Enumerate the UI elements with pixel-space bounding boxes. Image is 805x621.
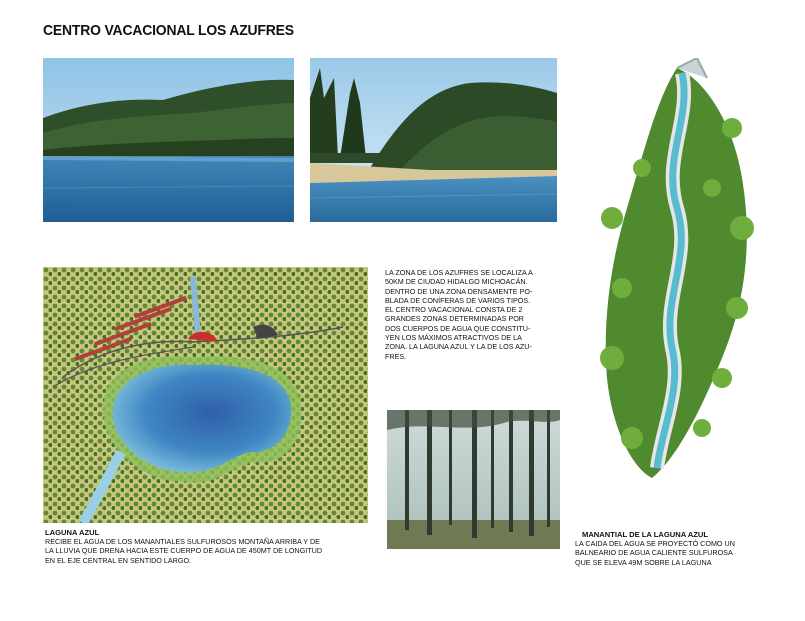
laguna-line: LA LLUVIA QUE DRENA HACIA ESTE CUERPO DE AGUA DE 450MT DE LONGITUD bbox=[45, 546, 323, 556]
laguna-paragraph bbox=[45, 537, 368, 565]
intro-paragraph bbox=[385, 268, 560, 361]
manantial-line: LA CAIDA DEL AGUA SE PROYECTÓ COMO UN bbox=[575, 539, 735, 548]
lake-shore-photo bbox=[310, 58, 557, 222]
intro-line: LA ZONA DE LOS AZUFRES SE LOCALIZA A bbox=[385, 268, 533, 277]
spring-stream-plan bbox=[582, 58, 770, 484]
intro-line: ZONA. LA LAGUNA AZUL Y LA DE LOS AZU- bbox=[385, 342, 532, 352]
laguna-line: RECIBE EL AGUA DE LOS MANANTIALES SULFUROSOS MONTAÑA ARRIBA Y DE bbox=[45, 537, 320, 546]
intro-line: DENTRO DE UNA ZONA DENSAMENTE PO- bbox=[385, 286, 533, 296]
intro-line: FRES. bbox=[385, 351, 407, 361]
intro-line: YEN LOS MÁXIMOS ATRACTIVOS DE LA bbox=[385, 333, 522, 343]
laguna-line: EN EL EJE CENTRAL EN SENTIDO LARGO. bbox=[45, 555, 192, 565]
manantial-heading: MANANTIAL DE LA LAGUNA AZUL bbox=[582, 530, 708, 539]
intro-line: BLADA DE CONÍFERAS DE VARIOS TIPOS. bbox=[385, 295, 531, 305]
intro-line: DOS CUERPOS DE AGUA QUE CONSTITU- bbox=[385, 323, 531, 333]
lake-forest-photo bbox=[43, 58, 294, 222]
manantial-line: BALNEARIO DE AGUA CALIENTE SULFUROSA bbox=[575, 548, 733, 558]
manantial-paragraph bbox=[575, 539, 767, 567]
intro-line: EL CENTRO VACACIONAL CONSTA DE 2 bbox=[385, 305, 523, 315]
intro-line: 50KM DE CIUDAD HIDALGO MICHOACÁN. bbox=[385, 277, 528, 287]
manantial-line: QUE SE ELEVA 49M SOBRE LA LAGUNA bbox=[575, 557, 712, 567]
laguna-heading: LAGUNA AZUL bbox=[45, 528, 100, 537]
page-title: CENTRO VACACIONAL LOS AZUFRES bbox=[43, 22, 294, 39]
intro-line: GRANDES ZONAS DETERMINADAS POR bbox=[385, 314, 524, 324]
laguna-azul-site-plan bbox=[43, 267, 368, 523]
pine-forest-photo bbox=[387, 410, 560, 549]
